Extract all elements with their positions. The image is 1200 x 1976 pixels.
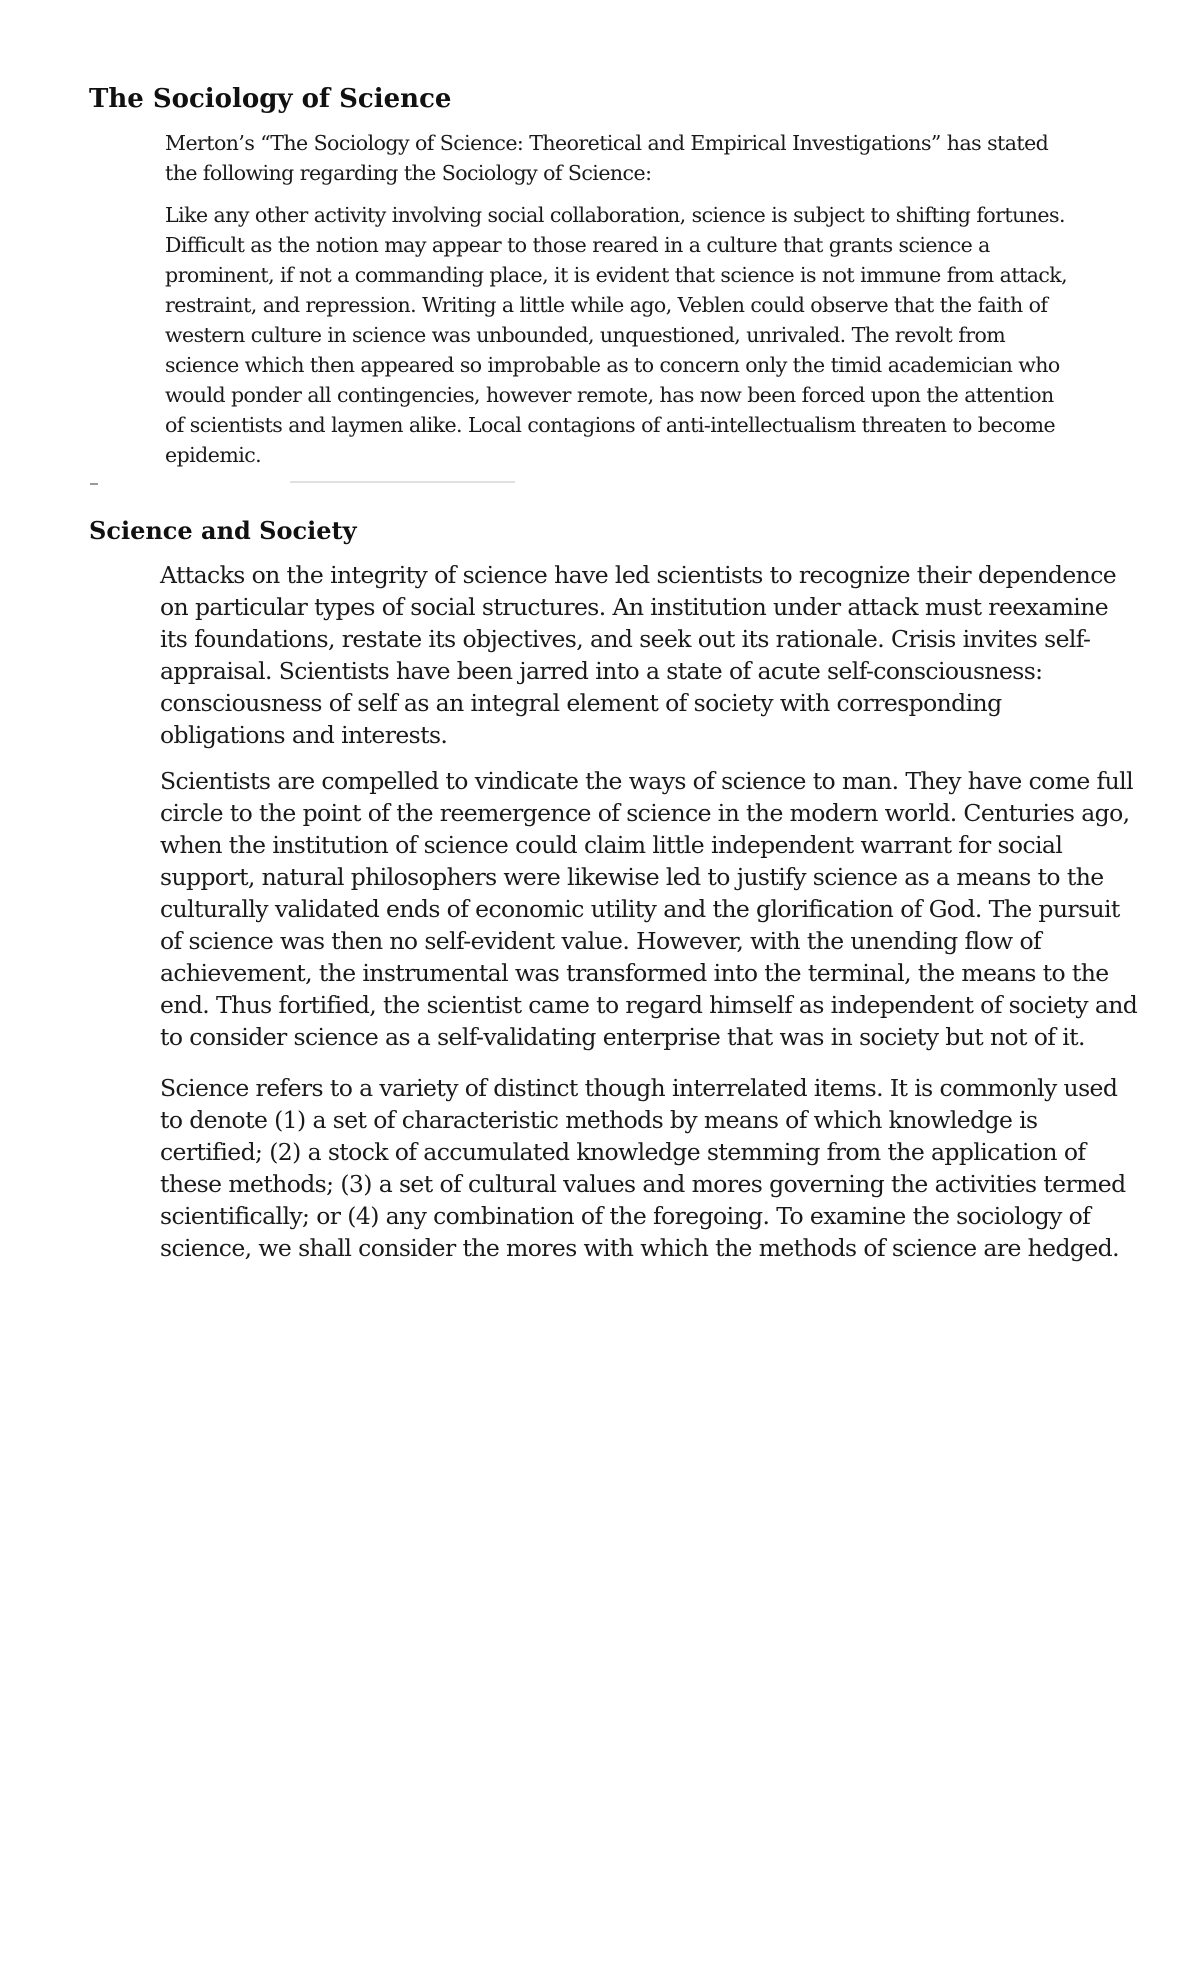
intro-paragraph: Merton’s “The Sociology of Science: Theoretical and Empirical Investigations” has stated the following regarding the Sociology of Science: <box>165 131 1049 185</box>
section-heading-sociology-of-science: The Sociology of Science <box>89 84 452 114</box>
scan-artifact-line <box>290 481 515 483</box>
paragraph-attacks-on-science: Attacks on the integrity of science have led scientists to recognize their dependence on particular types of social structures. An institution under attack must reexamine its foundations, restate its objectives, and seek out its rationale. Crisis invites self- appraisal. Scientists have been jarred into a state of acute self-consciousness: consciousness of self as an integral element of society with corresponding obligations and interests. <box>160 561 1117 749</box>
scan-artifact-mark <box>90 483 98 485</box>
section-heading-science-and-society: Science and Society <box>89 516 357 545</box>
paragraph-science-definition: Science refers to a variety of distinct though interrelated items. It is commonly used to denote (1) a set of characteristic methods by means of which knowledge is certified; (2) a stock of accumulated knowledge stemming from the application of these methods; (3) a set of cultural values and mores governing the activities termed scientifically; or (4) any combination of the foregoing. To examine the sociology of science, we shall consider the mores with which the methods of science are hedged. <box>160 1074 1126 1262</box>
paragraph-vindicate-science: Scientists are compelled to vindicate the ways of science to man. They have come full circle to the point of the reemergence of science in the modern world. Centuries ago, when the institution of science could claim little independent warrant for social support, natural philosophers were likewise led to justify science as a means to the culturally validated ends of economic utility and the glorification of God. The pursuit of science was then no self-evident value. However, with the unending flow of achievement, the instrumental was transformed into the terminal, the means to the end. Thus fortified, the scientist came to regard himself as independent of society and to consider science as a self-validating enterprise that was in society but not of it. <box>160 767 1138 1051</box>
merton-quote-paragraph: Like any other activity involving social collaboration, science is subject to shifting fortunes. Difficult as the notion may appear to those reared in a culture that grants science a prominent, if not a commanding place, it is evident that science is not immune from attack, restraint, and repression. Writing a little while ago, Veblen could observe that the faith of western culture in science was unbounded, unquestioned, unrivaled. The revolt from science which then appeared so improbable as to concern only the timid academician who would ponder all contingencies, however remote, has now been forced upon the attention of scientists and laymen alike. Local contagions of anti-intellectualism threaten to become epidemic. <box>165 203 1068 467</box>
